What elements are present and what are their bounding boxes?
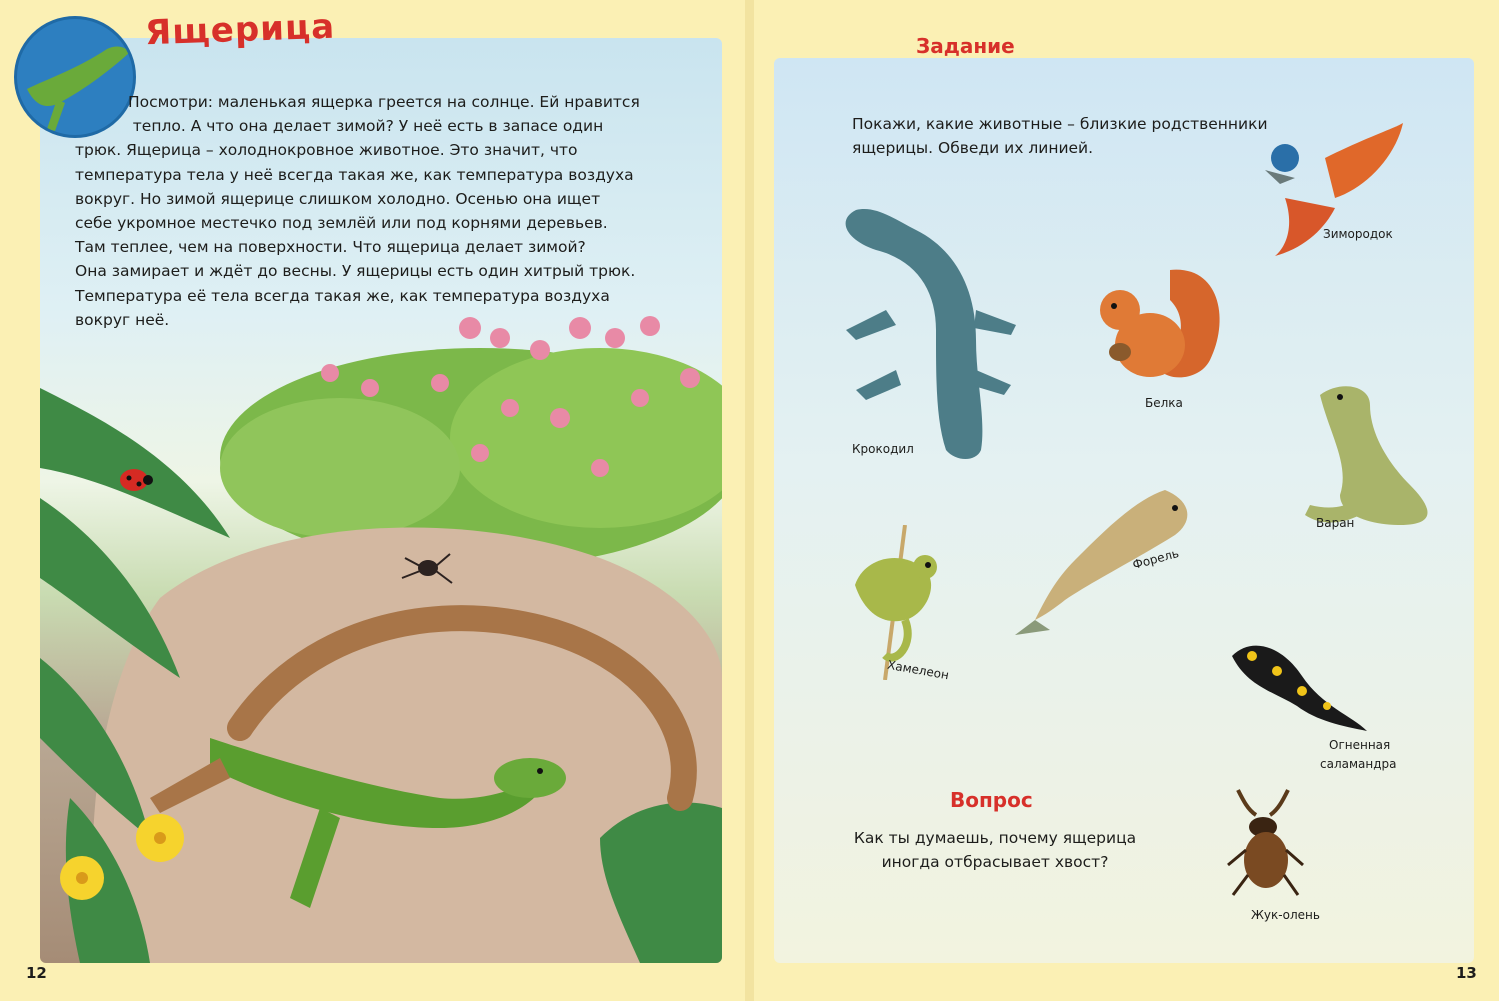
label-kingfisher: Зимородок bbox=[1323, 227, 1393, 241]
text-line: себе укромное местечко под землёй или под корнями деревьев. bbox=[75, 214, 608, 233]
label-squirrel: Белка bbox=[1145, 396, 1183, 410]
text-line: Там теплее, чем на поверхности. Что ящерица делает зимой? bbox=[75, 238, 586, 257]
page-title: Ящерица bbox=[144, 6, 336, 54]
label-trout: Форель bbox=[1130, 546, 1181, 572]
label-monitor: Варан bbox=[1316, 516, 1355, 530]
monitor-image bbox=[1300, 375, 1450, 535]
label-salamander-line1: Огненная bbox=[1329, 738, 1391, 752]
chameleon-image bbox=[845, 525, 975, 680]
task-title: Задание bbox=[916, 34, 1015, 58]
label-stag-beetle: Жук-олень bbox=[1251, 908, 1320, 922]
stag-beetle-image bbox=[1218, 785, 1308, 900]
squirrel-image bbox=[1090, 260, 1230, 385]
question-text: Как ты думаешь, почему ящерица иногда отбрасывает хвост? bbox=[853, 829, 1137, 871]
left-page bbox=[0, 0, 745, 1001]
page-number-left: 12 bbox=[26, 964, 47, 982]
body-text bbox=[75, 90, 688, 332]
task-text: Покажи, какие животные – близкие родственники ящерицы. Обведи их линией. bbox=[852, 115, 1268, 157]
lizard-eye bbox=[537, 768, 543, 774]
page-number-right: 13 bbox=[1456, 964, 1477, 982]
bush bbox=[220, 398, 460, 538]
text-line: Посмотри: маленькая ящерка греется на солнце. Ей нравится bbox=[128, 93, 640, 111]
salamander-image bbox=[1222, 636, 1372, 736]
text-line: Температура её тела всегда такая же, как температура воздуха bbox=[75, 286, 610, 305]
label-chameleon: Хамелеон bbox=[886, 657, 950, 683]
question-title: Вопрос bbox=[950, 788, 1033, 812]
label-crocodile: Крокодил bbox=[852, 442, 914, 456]
lizard-head bbox=[494, 758, 566, 798]
text-line: температура тела у неё всегда такая же, как температура воздуха bbox=[75, 165, 634, 184]
crocodile-image bbox=[826, 200, 1036, 470]
text-line: трюк. Ящерица – холоднокровное животное. Это значит, что bbox=[75, 141, 578, 160]
book-gutter bbox=[745, 0, 754, 1001]
text-line: тепло. А что она делает зимой? У неё есть в запасе один bbox=[132, 117, 604, 136]
text-line: Она замирает и ждёт до весны. У ящерицы есть один хитрый трюк. bbox=[75, 262, 636, 281]
text-line: вокруг неё. bbox=[75, 310, 170, 329]
text-line: вокруг. Но зимой ящерице слишком холодно. Осенью она ищет bbox=[75, 189, 601, 208]
label-salamander-line2: саламандра bbox=[1320, 757, 1397, 771]
